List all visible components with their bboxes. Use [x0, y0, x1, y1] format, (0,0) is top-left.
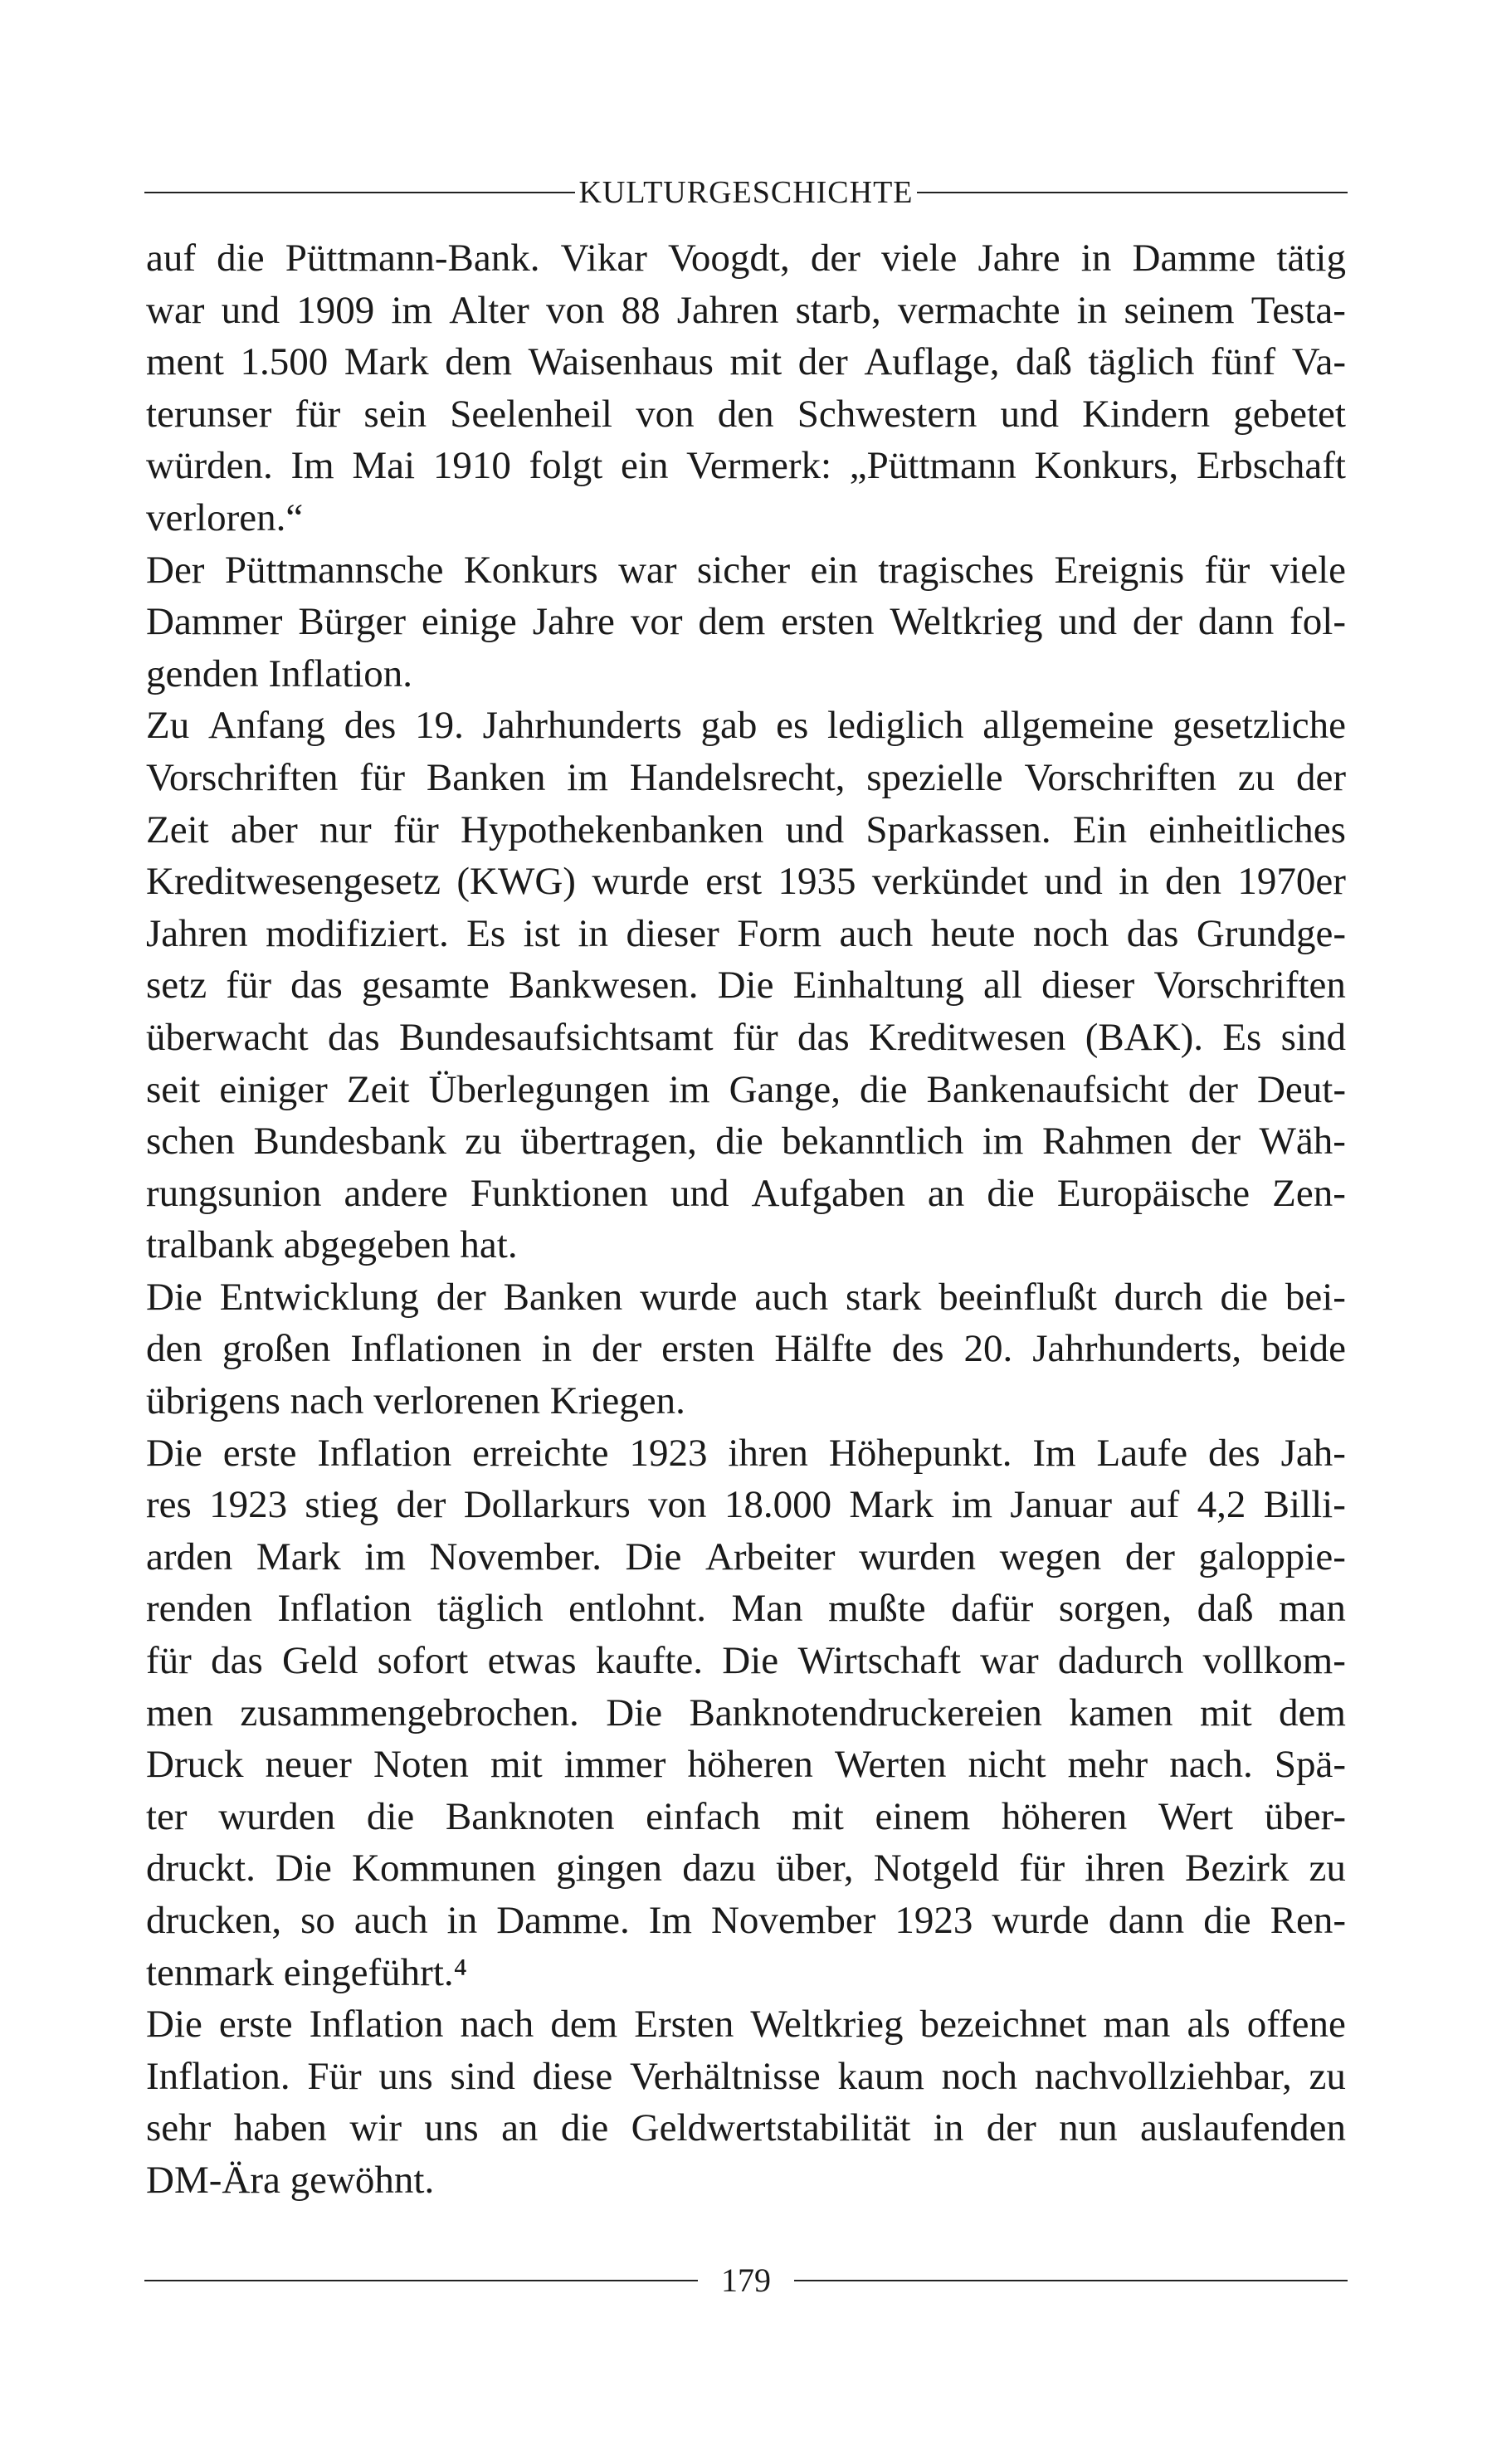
footer-rule-right — [794, 2280, 1348, 2281]
text-line: schen Bundesbank zu übertragen, die bekanntlich im Rahmen der Wäh- — [146, 1120, 1346, 1164]
text-line: Druck neuer Noten mit immer höheren Werten nicht mehr nach. Spä- — [146, 1743, 1346, 1787]
text-line: überwacht das Bundesaufsichtsamt für das Kreditwesen (BAK). Es sind — [146, 1015, 1346, 1059]
text-line: übrigens nach verlorenen Kriegen. — [146, 1379, 685, 1423]
running-header — [144, 173, 1348, 212]
text-line: tralbank abgegeben hat. — [146, 1223, 518, 1267]
text-line: Der Püttmannsche Konkurs war sicher ein tragisches Ereignis für viele — [146, 548, 1346, 592]
body-text — [146, 232, 1346, 2207]
text-line: setz für das gesamte Bankwesen. Die Einhaltung all dieser Vorschriften — [146, 964, 1346, 1008]
text-line: rungsunion andere Funktionen und Aufgaben an die Europäische Zen- — [146, 1171, 1346, 1215]
text-line: Inflation. Für uns sind diese Verhältnisse kaum noch nachvollziehbar, zu — [146, 2054, 1346, 2098]
text-line: res 1923 stieg der Dollarkurs von 18.000 Mark im Januar auf 4,2 Billi- — [146, 1483, 1346, 1527]
section-title: KULTURGESCHICHTE — [578, 175, 914, 210]
text-line: für das Geld sofort etwas kaufte. Die Wirtschaft war dadurch vollkom- — [146, 1639, 1346, 1683]
text-line: Die erste Inflation erreichte 1923 ihren Höhepunkt. Im Laufe des Jah- — [146, 1431, 1346, 1475]
text-line: druckt. Die Kommunen gingen dazu über, Notgeld für ihren Bezirk zu — [146, 1847, 1346, 1891]
text-line: ment 1.500 Mark dem Waisenhaus mit der Auflage, daß täglich fünf Va- — [146, 340, 1346, 384]
text-line: war und 1909 im Alter von 88 Jahren starb, vermachte in seinem Testa- — [146, 288, 1346, 332]
text-line: verloren.“ — [146, 495, 304, 539]
text-line: men zusammengebrochen. Die Banknotendruckereien kamen mit dem — [146, 1691, 1346, 1735]
text-line: Die Entwicklung der Banken wurde auch stark beeinflußt durch die bei- — [146, 1275, 1346, 1319]
text-line: auf die Püttmann-Bank. Vikar Voogdt, der viele Jahre in Damme tätig — [146, 237, 1346, 280]
page-number: 179 — [721, 2262, 771, 2299]
text-line: Vorschriften für Banken im Handelsrecht, spezielle Vorschriften zu der — [146, 755, 1346, 799]
header-rule-left — [144, 192, 575, 193]
text-line: den großen Inflationen in der ersten Hälfte des 20. Jahrhunderts, beide — [146, 1327, 1346, 1371]
footer-rule-left — [144, 2280, 698, 2281]
header-rule-right — [917, 192, 1348, 193]
text-line: arden Mark im November. Die Arbeiter wurden wegen der galoppie- — [146, 1535, 1346, 1578]
text-line: drucken, so auch in Damme. Im November 1923 wurde dann die Ren- — [146, 1899, 1346, 1942]
text-line: Jahren modifiziert. Es ist in dieser Form auch heute noch das Grundge- — [146, 911, 1346, 955]
text-line: sehr haben wir uns an die Geldwertstabilität in der nun auslaufenden — [146, 2106, 1346, 2150]
text-line: tenmark eingeführt.⁴ — [146, 1950, 468, 1994]
page-footer — [144, 2256, 1348, 2305]
text-line: terunser für sein Seelenheil von den Schwestern und Kindern gebetet — [146, 392, 1346, 436]
text-line: Zu Anfang des 19. Jahrhunderts gab es lediglich allgemeine gesetzliche — [146, 704, 1346, 748]
text-line: DM-Ära gewöhnt. — [146, 2158, 435, 2202]
text-line: Kreditwesengesetz (KWG) wurde erst 1935 verkündet und in den 1970er — [146, 860, 1346, 904]
text-line: ter wurden die Banknoten einfach mit einem höheren Wert über- — [146, 1794, 1346, 1838]
text-line: genden Inflation. — [146, 651, 413, 695]
text-line: Dammer Bürger einige Jahre vor dem ersten Weltkrieg und der dann fol- — [146, 600, 1346, 644]
text-line: würden. Im Mai 1910 folgt ein Vermerk: „Püttmann Konkurs, Erbschaft — [146, 444, 1346, 488]
text-line: Die erste Inflation nach dem Ersten Weltkrieg bezeichnet man als offene — [146, 2003, 1346, 2047]
text-line: renden Inflation täglich entlohnt. Man mußte dafür sorgen, daß man — [146, 1587, 1346, 1631]
text-line: Zeit aber nur für Hypothekenbanken und Sparkassen. Ein einheitliches — [146, 808, 1346, 851]
text-line: seit einiger Zeit Überlegungen im Gange, die Bankenaufsicht der Deut- — [146, 1067, 1346, 1111]
